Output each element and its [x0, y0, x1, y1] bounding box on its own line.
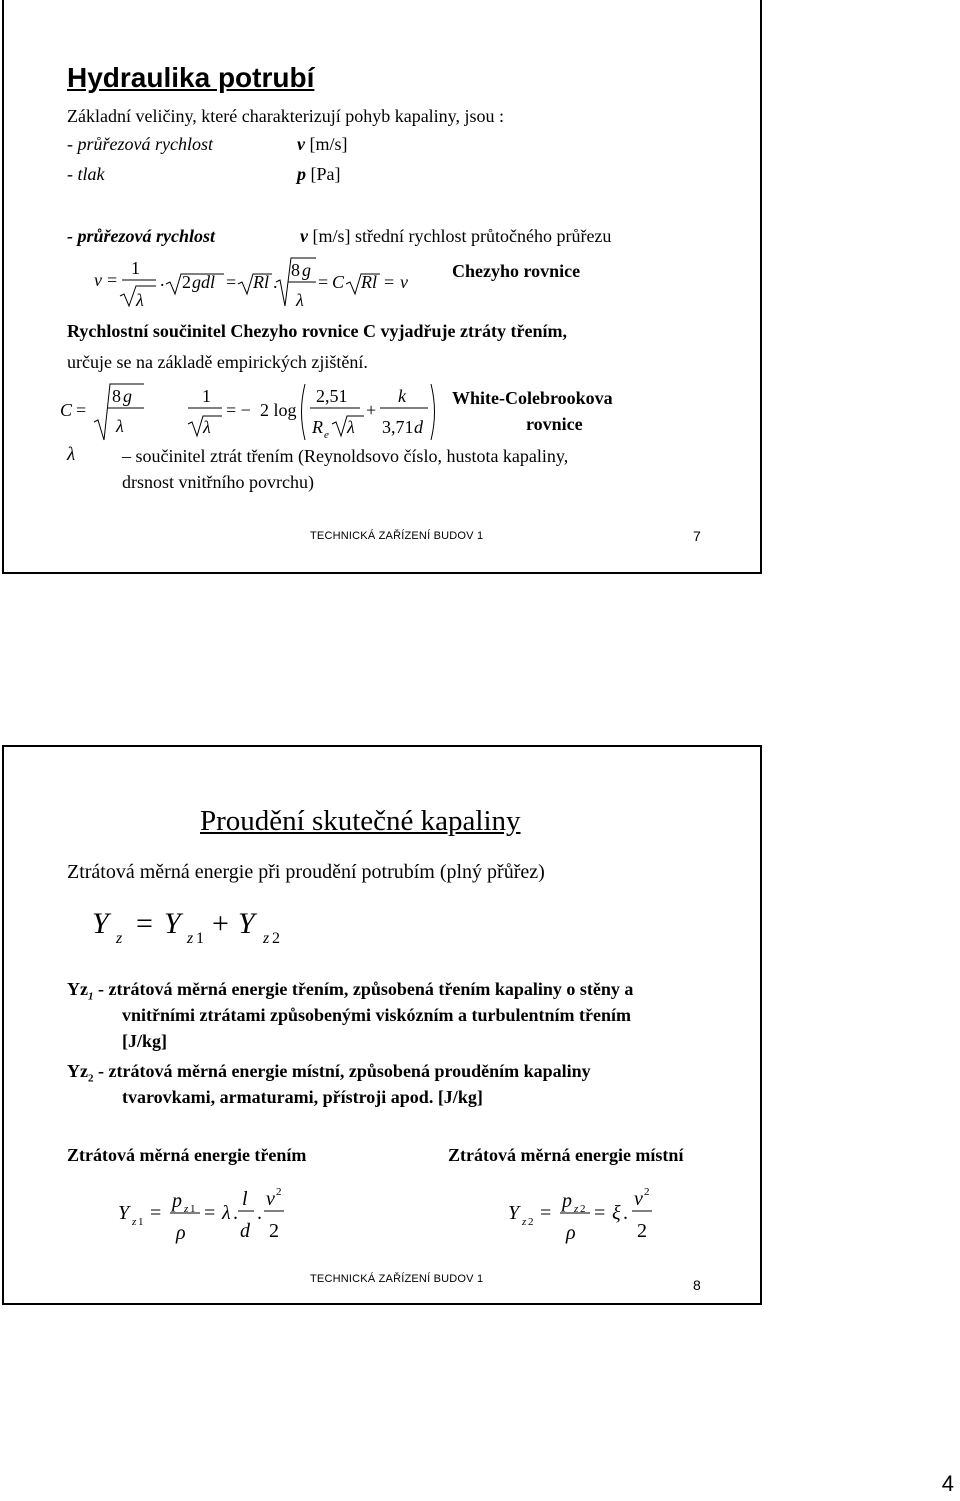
svg-text:d: d — [240, 1220, 250, 1242]
svg-text:v: v — [266, 1188, 275, 1210]
row-value-velocity: v [m/s] — [297, 134, 348, 154]
slide-8 — [2, 745, 762, 1305]
svg-text:k: k — [398, 386, 406, 406]
svg-text:z: z — [522, 1216, 527, 1228]
slide-7 — [2, 0, 762, 574]
svg-text:λ: λ — [222, 1202, 231, 1224]
svg-text:1: 1 — [196, 930, 204, 947]
yz1-definition-line3: [J/kg] — [122, 1031, 167, 1051]
svg-text:1: 1 — [131, 258, 140, 278]
svg-text:2 log: 2 log — [260, 400, 297, 420]
svg-text:C: C — [60, 400, 73, 420]
svg-text:1: 1 — [138, 1216, 144, 1228]
svg-text:2: 2 — [276, 1186, 282, 1198]
svg-text:v: v — [94, 270, 102, 290]
svg-text:λ: λ — [296, 290, 304, 310]
svg-text:Rl: Rl — [253, 272, 269, 292]
yz2-definition-line1: $Yz_2$ - ztrátová měrná energie místní, způsobená prouděním kapaliny — [67, 1061, 591, 1085]
slide-title: Proudění skutečné kapaliny — [200, 805, 521, 837]
svg-text:1: 1 — [202, 386, 211, 406]
svg-text:Y: Y — [238, 907, 255, 940]
local-loss-heading: Ztrátová měrná energie místní — [448, 1145, 684, 1165]
svg-text:Y: Y — [164, 907, 181, 940]
svg-text:z: z — [116, 930, 123, 947]
svg-text:d: d — [414, 417, 423, 437]
intro-text: Základní veličiny, které charakterizují pohyb kapaliny, jsou : — [67, 106, 505, 126]
lambda-description-line2: drsnost vnitřního povrchu) — [122, 472, 314, 492]
svg-text:=: = — [204, 1202, 216, 1224]
yz2-definition-line2: tvarovkami, armaturami, přístroji apod. [J/kg] — [122, 1087, 483, 1107]
svg-text:g: g — [302, 260, 311, 280]
svg-text:R: R — [312, 417, 323, 437]
svg-text:2: 2 — [644, 1186, 650, 1198]
row-value-pressure: p [Pa] — [297, 164, 341, 184]
svg-text:l: l — [242, 1188, 248, 1210]
svg-text:p: p — [172, 1190, 182, 1212]
svg-text:8: 8 — [291, 260, 300, 280]
svg-text:λ: λ — [116, 416, 124, 436]
svg-text:.: . — [160, 270, 165, 290]
local-loss-formula — [504, 1179, 684, 1249]
svg-text:= −: = − — [226, 400, 251, 420]
svg-text:Rl: Rl — [361, 272, 377, 292]
friction-loss-heading: Ztrátová měrná energie třením — [67, 1145, 307, 1165]
svg-text:2: 2 — [269, 1220, 279, 1242]
colebrook-label-line2: rovnice — [526, 414, 583, 434]
slide-number: 7 — [693, 528, 701, 544]
svg-text:=: = — [540, 1202, 552, 1224]
yz1-definition-line1: $Yz_1$ - ztrátová měrná energie třením, způsobená třením kapaliny o stěny a — [67, 979, 634, 1003]
total-loss-formula — [88, 899, 308, 959]
chezy-text-line1: Rychlostní součinitel Chezyho rovnice C vyjadřuje ztráty třením, — [67, 321, 567, 341]
chezy-formula — [84, 252, 424, 314]
colebrook-formula — [48, 378, 448, 448]
svg-text:z: z — [132, 1216, 137, 1228]
svg-text:z: z — [184, 1203, 189, 1215]
svg-text:gdl: gdl — [192, 272, 216, 292]
svg-text:ρ: ρ — [176, 1222, 186, 1244]
chezy-label: Chezyho rovnice — [452, 261, 581, 281]
svg-text:p: p — [562, 1190, 572, 1212]
svg-text:e: e — [324, 429, 329, 441]
svg-text:Y: Y — [508, 1202, 520, 1224]
svg-text:2: 2 — [182, 272, 191, 292]
svg-text:v: v — [400, 272, 408, 292]
lambda-description-line1: – součinitel ztrát třením (Reynoldsovo číslo, hustota kapaliny, — [122, 446, 569, 466]
svg-text:=: = — [107, 270, 118, 290]
svg-text:8: 8 — [112, 386, 121, 406]
svg-text:ρ: ρ — [566, 1222, 576, 1244]
svg-text:=: = — [150, 1202, 162, 1224]
svg-text:+: + — [366, 400, 377, 420]
svg-text:v: v — [634, 1188, 643, 1210]
svg-text:=: = — [226, 272, 237, 292]
svg-text:2,51: 2,51 — [316, 386, 348, 406]
slide-footer: TECHNICKÁ ZAŘÍZENÍ BUDOV 1 — [310, 1273, 484, 1285]
svg-text:λ: λ — [347, 417, 355, 437]
row-label-pressure: - tlak — [67, 164, 105, 184]
svg-text:λ: λ — [203, 417, 211, 437]
svg-text:2: 2 — [580, 1203, 586, 1215]
svg-text:+: + — [212, 907, 229, 940]
svg-text:=: = — [76, 400, 87, 420]
svg-text:.: . — [623, 1202, 628, 1224]
row-label-velocity: - průřezová rychlost — [67, 134, 213, 154]
slide-number: 8 — [693, 1277, 701, 1293]
svg-text:ξ: ξ — [612, 1202, 621, 1224]
svg-text:.: . — [233, 1202, 238, 1224]
page-number: 4 — [941, 1471, 954, 1496]
svg-text:=: = — [318, 272, 329, 292]
svg-text:1: 1 — [190, 1203, 196, 1215]
slide-subtitle: Ztrátová měrná energie při proudění potrubím (plný přůřez) — [67, 861, 545, 883]
lambda-symbol: λ — [67, 444, 76, 465]
svg-text:2: 2 — [272, 930, 280, 947]
friction-loss-formula — [114, 1179, 314, 1249]
svg-text:z: z — [187, 930, 194, 947]
svg-text:z: z — [263, 930, 270, 947]
section-description: v [m/s] střední rychlost průtočného průřezu — [300, 226, 612, 246]
svg-text:=: = — [594, 1202, 606, 1224]
svg-text:g: g — [123, 386, 132, 406]
svg-text:3,71: 3,71 — [382, 417, 414, 437]
yz1-definition-line2: vnitřními ztrátami způsobenými viskózním a turbulentním třením — [122, 1005, 631, 1025]
svg-text:Y: Y — [118, 1202, 130, 1224]
chezy-text-line2: určuje se na základě empirických zjištění. — [67, 352, 368, 372]
svg-text:2: 2 — [637, 1220, 647, 1242]
slide-footer: TECHNICKÁ ZAŘÍZENÍ BUDOV 1 — [310, 530, 484, 542]
section-label: - průřezová rychlost — [67, 226, 215, 246]
svg-text:z: z — [574, 1203, 579, 1215]
svg-text:Y: Y — [92, 907, 109, 940]
svg-text:λ: λ — [136, 290, 144, 310]
svg-text:2: 2 — [528, 1216, 534, 1228]
svg-text:=: = — [136, 907, 153, 940]
svg-text:.: . — [273, 272, 278, 292]
slide-title: Hydraulika potrubí — [67, 62, 315, 93]
svg-text:C: C — [332, 272, 345, 292]
svg-text:.: . — [257, 1202, 262, 1224]
colebrook-label-line1: White-Colebrookova — [452, 388, 613, 408]
svg-text:=: = — [384, 272, 395, 292]
